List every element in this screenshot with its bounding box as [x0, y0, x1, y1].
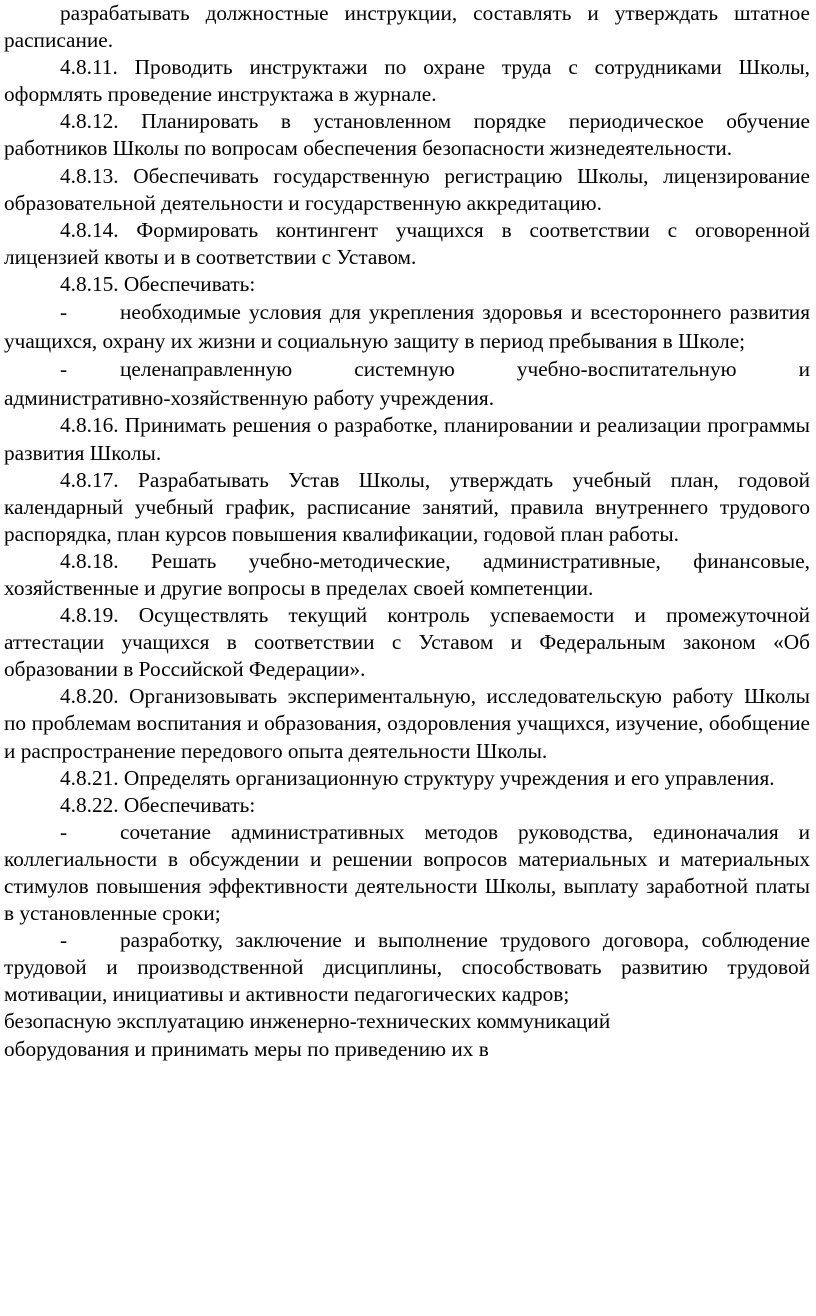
list-item-health: [4, 298, 810, 355]
paragraph-4-8-15: 4.8.15. Обеспечивать:: [60, 271, 256, 296]
list-item-text: разработку, заключение и выполнение трудового договора, соблюдение трудовой и производственной дисциплины, способствовать развитию трудовой мотивации, инициативы и активности педагогических кадров;: [4, 928, 810, 1007]
paragraph-4-8-17: 4.8.17. Разрабатывать Устав Школы, утверждать учебный план, годовой календарный учебный график, расписание занятий, правила внутреннего трудового распорядка, план курсов повышения квалификации, годовой план работы.: [4, 467, 810, 546]
paragraph-4-8-21: 4.8.21. Определять организационную структуру учреждения и его управления.: [60, 765, 775, 790]
paragraph-4-8-18: 4.8.18. Решать учебно-методические, административные, финансовые, хозяйственные и другие вопросы в пределах своей компетенции.: [4, 548, 810, 600]
paragraph-4-8-12: 4.8.12. Планировать в установленном порядке периодическое обучение работников Школы по вопросам обеспечения безопасности жизнедеятельности.: [4, 109, 810, 161]
dash-marker: -: [60, 300, 68, 325]
list-item-labor-contract: [4, 927, 810, 1008]
dash-marker: -: [60, 819, 68, 844]
dash-marker: -: [60, 928, 68, 953]
list-item-educational-work: [4, 355, 810, 412]
list-item-management-methods: [4, 819, 810, 927]
paragraph-4-8-13: 4.8.13. Обеспечивать государственную регистрацию Школы, лицензирование образовательной деятельности и государственную аккредитацию.: [4, 163, 810, 215]
paragraph-4-8-11: 4.8.11. Проводить инструктажи по охране труда с сотрудниками Школы, оформлять проведение инструктажа в журнале.: [4, 55, 810, 107]
paragraph-4-8-22: 4.8.22. Обеспечивать:: [60, 792, 256, 817]
paragraph-4-8-19: 4.8.19. Осуществлять текущий контроль успеваемости и промежуточной аттестации учащихся в соответствии с Уставом и Федеральным законом «Об образовании в Российской Федерации».: [4, 603, 810, 682]
list-item-text: целенаправленную системную учебно-воспитательную и административно-хозяйственную работу учреждения.: [4, 357, 810, 410]
paragraph-safe-operation: безопасную эксплуатацию инженерно-технических коммуникаций: [4, 1009, 611, 1034]
dash-marker: -: [60, 357, 68, 382]
list-item-text: сочетание административных методов руководства, единоначалия и коллегиальности в обсуждении и решении вопросов материальных и материальных стимулов повышения эффективности деятельности Школы, выплату заработной платы в установленные сроки;: [4, 819, 810, 926]
list-item-text: необходимые условия для укрепления здоровья и всестороннего развития учащихся, охрану их жизни и социальную защиту в период пребывания в Школе;: [4, 300, 810, 353]
paragraph-equipment: оборудования и принимать меры по приведению их в: [4, 1036, 489, 1061]
paragraph-4-8-16: 4.8.16. Принимать решения о разработке, планировании и реализации программы развития Школы.: [4, 413, 810, 465]
paragraph-staffing: разрабатывать должностные инструкции, составлять и утверждать штатное расписание.: [4, 1, 810, 53]
paragraph-4-8-14: 4.8.14. Формировать контингент учащихся в соответствии с оговоренной лицензией квоты и в соответствии с Уставом.: [4, 217, 810, 269]
paragraph-4-8-20: 4.8.20. Организовывать экспериментальную, исследовательскую работу Школы по проблемам воспитания и образования, оздоровления учащихся, изучение, обобщение и распространение передового опыта деятельности Школы.: [4, 684, 810, 763]
